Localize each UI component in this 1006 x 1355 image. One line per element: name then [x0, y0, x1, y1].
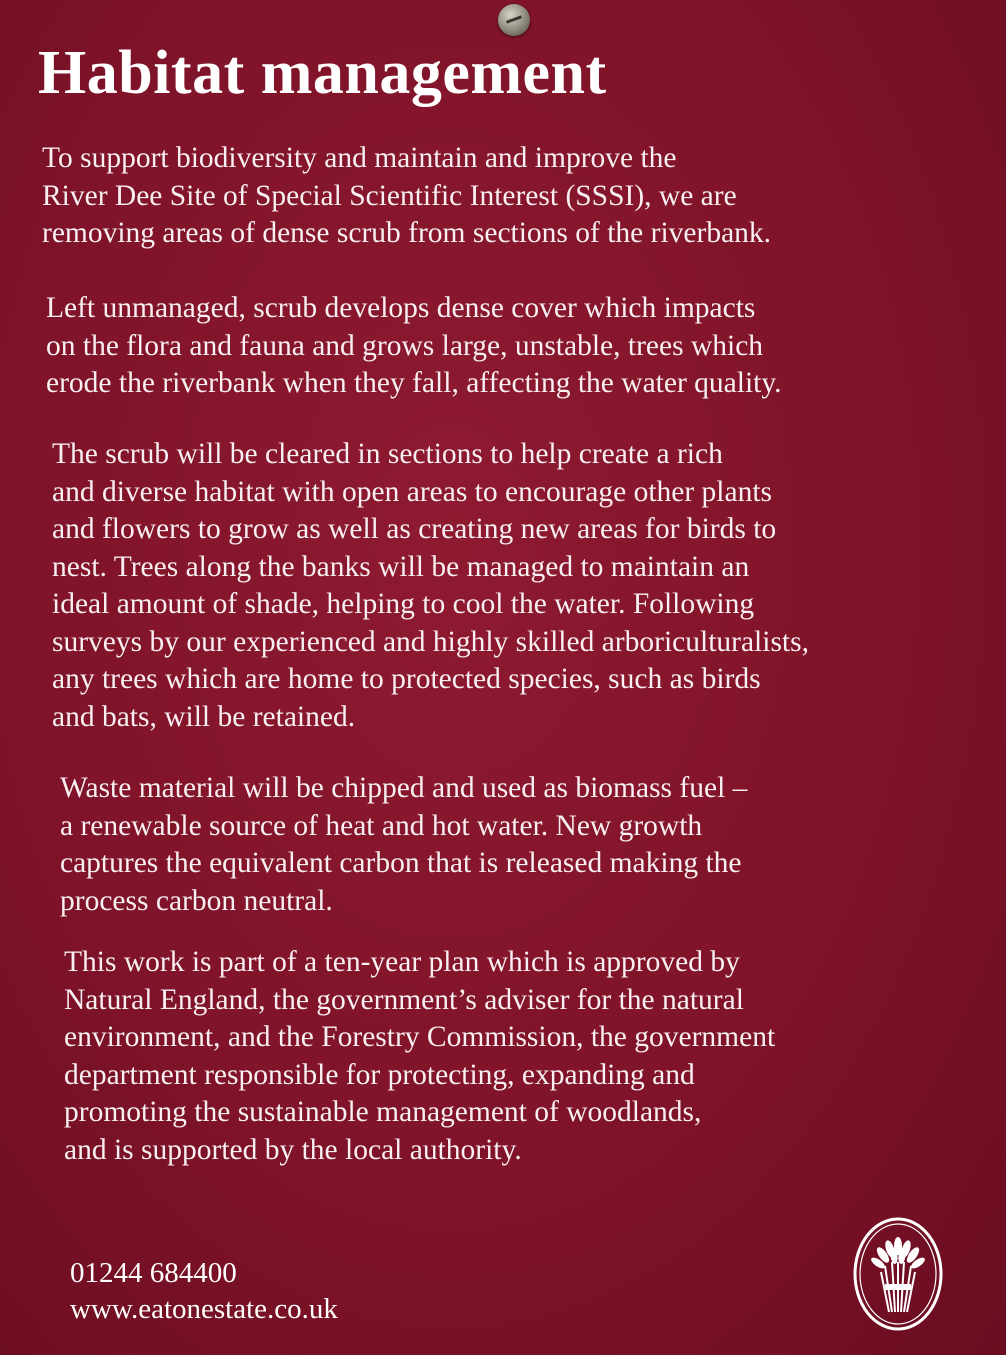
paragraph-unmanaged-scrub: Left unmanaged, scrub develops dense cover which impacts on the flora and fauna and grows large, unstable, trees which erode the riverbank when they fall, affecting the water quality.: [46, 292, 782, 399]
website-link[interactable]: www.eatonestate.co.uk: [70, 1293, 338, 1325]
paragraph-ten-year-plan: This work is part of a ten-year plan which is approved by Natural England, the government’s adviser for the natural environment, and the Forestry Commission, the government department responsible for protecting, expanding and promoting the sustainable management of woodlands, and is supported by the local authority.: [64, 946, 776, 1166]
screw-icon: [498, 4, 530, 36]
paragraph-waste-material: Waste material will be chipped and used as biomass fuel – a renewable source of heat and hot water. New growth captures the equivalent carbon that is released making the process carbon neutral.: [60, 772, 748, 917]
phone-number: 01244 684400: [70, 1257, 237, 1289]
sign-title: Habitat management: [38, 39, 607, 107]
contact-block: [70, 1255, 338, 1327]
paragraph-clearing-sections: The scrub will be cleared in sections to help create a rich and diverse habitat with open areas to encourage other plants and flowers to grow as well as creating new areas for birds to nest. Trees along the banks will be managed to maintain an ideal amount of shade, helping to cool the water. Following surveys by our experienced and highly skilled arboriculturalists, any trees which are home to protected species, such as birds and bats, will be retained.: [52, 438, 809, 733]
wheatsheaf-icon: [852, 1216, 944, 1332]
paragraph-biodiversity: To support biodiversity and maintain and improve the River Dee Site of Special Scientific Interest (SSSI), we are removing areas of dense scrub from sections of the riverbank.: [42, 142, 772, 249]
